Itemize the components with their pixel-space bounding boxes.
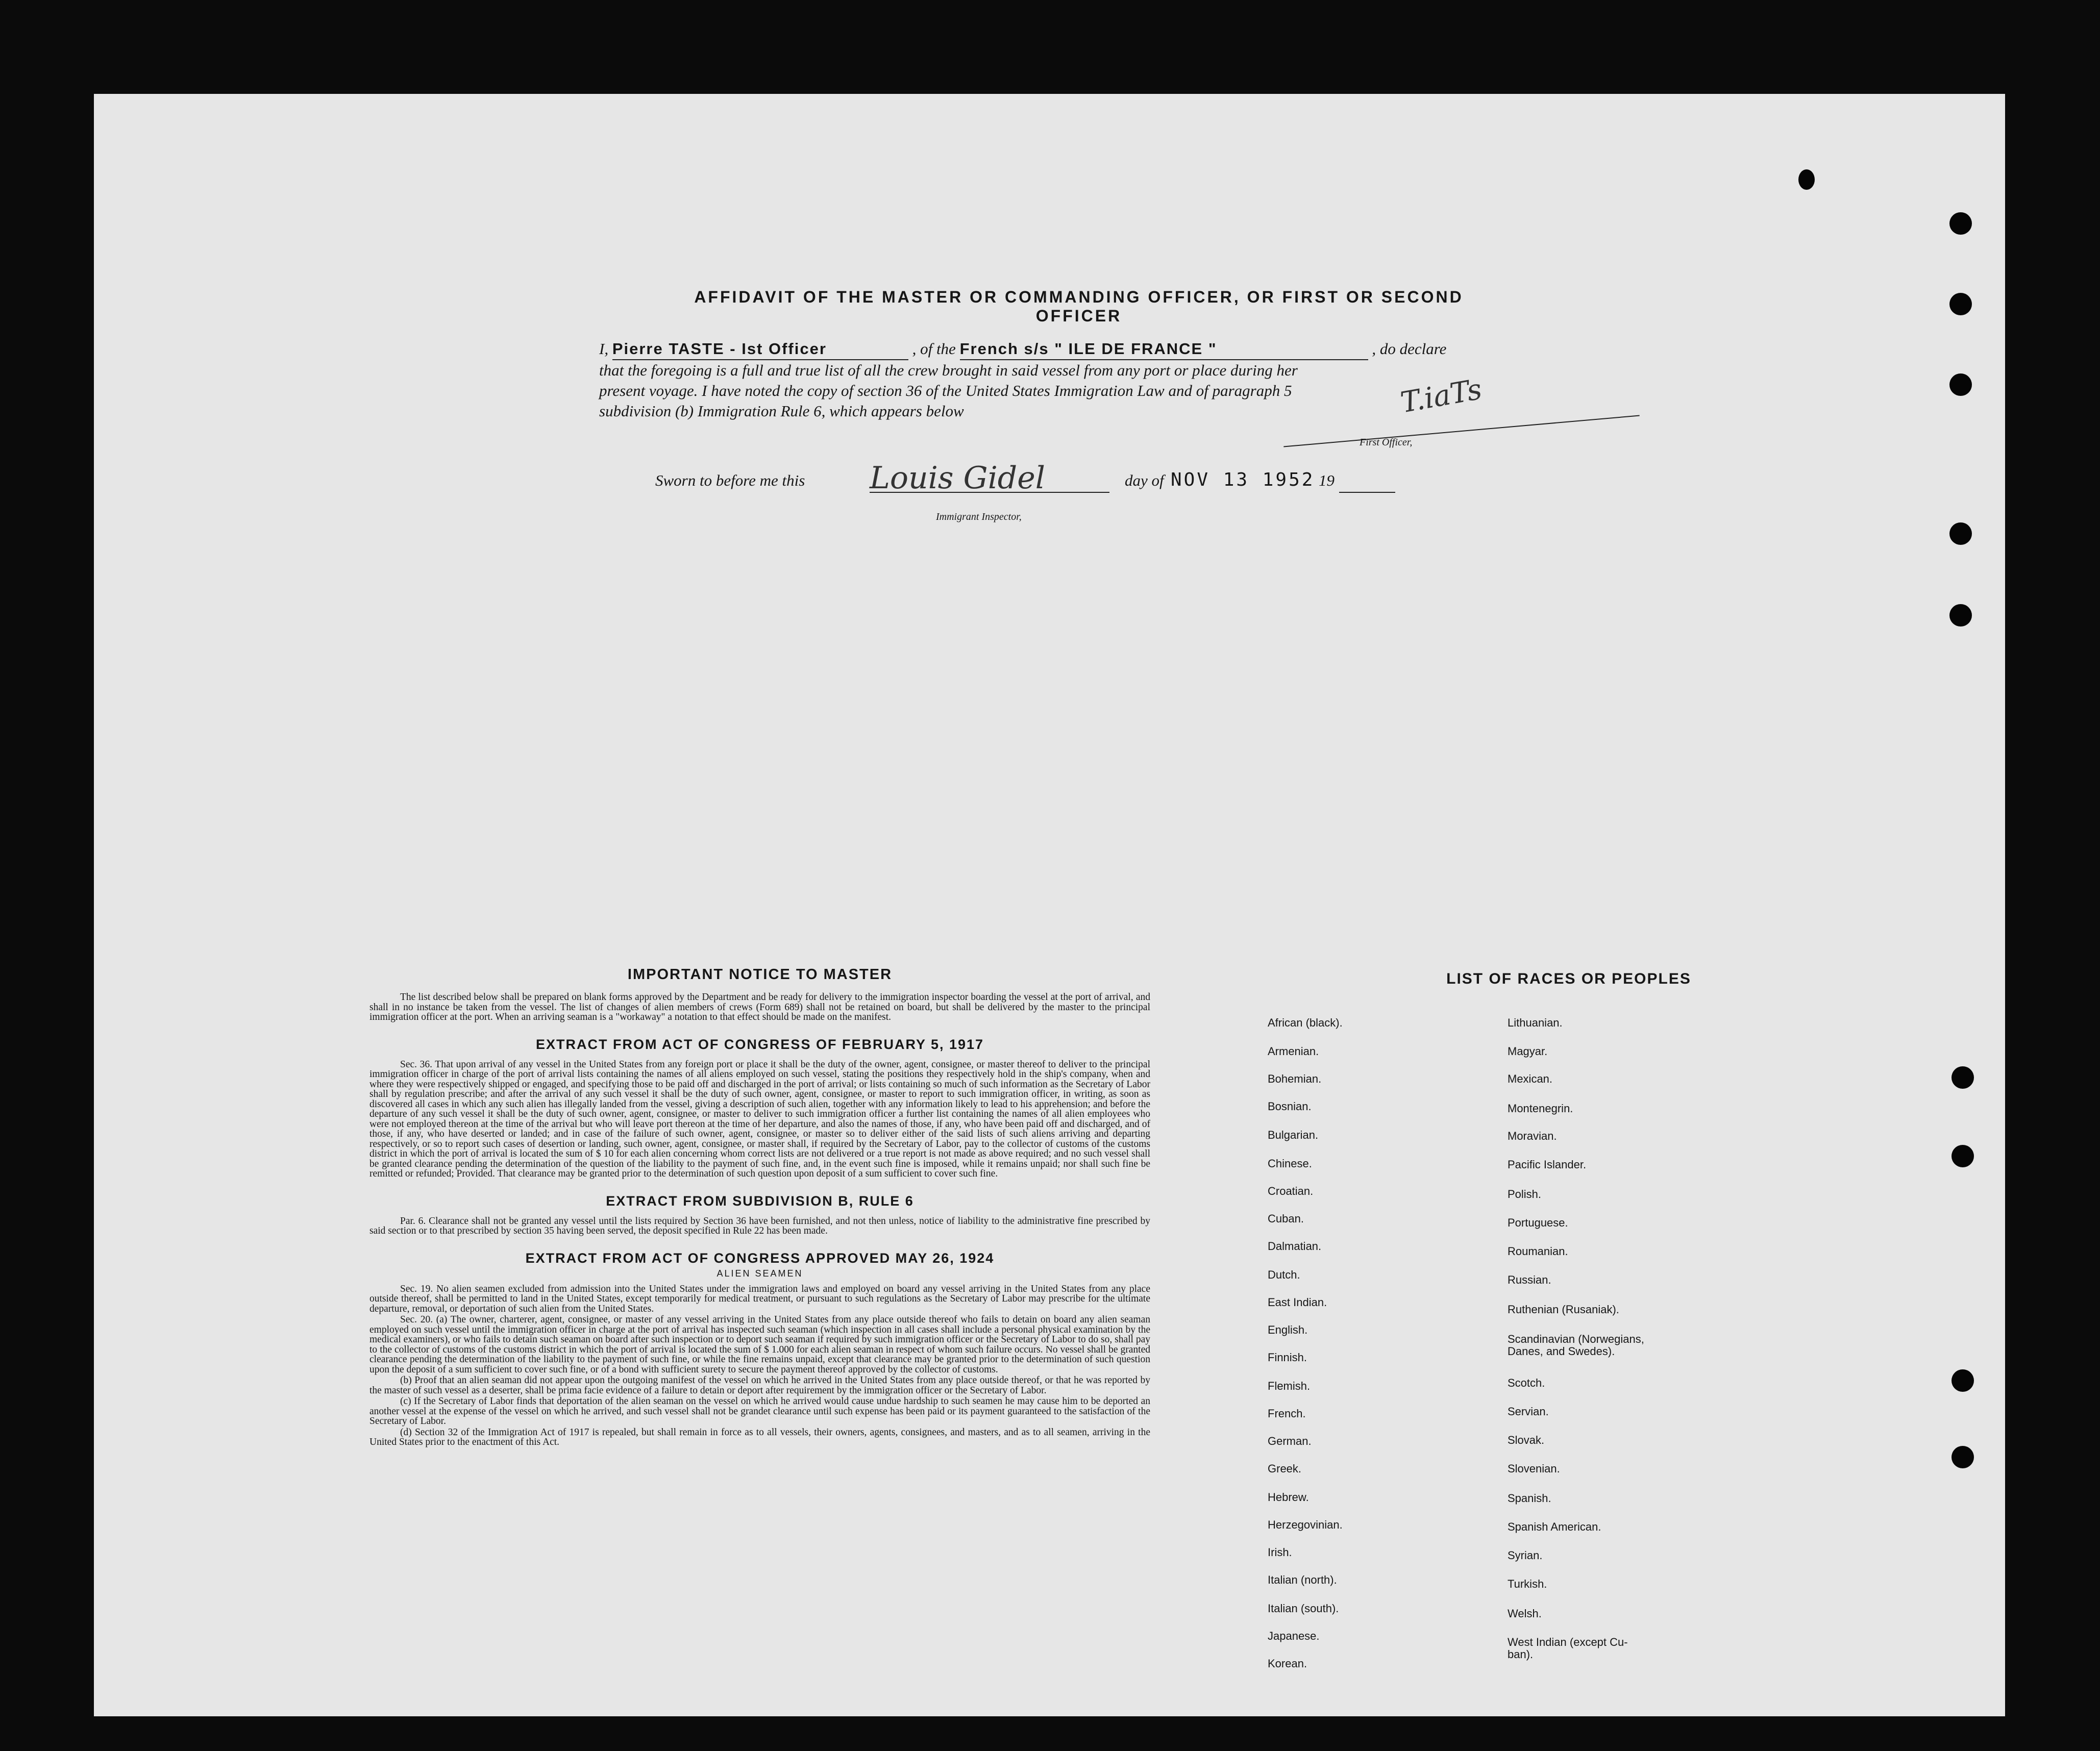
affidavit-declare: , do declare bbox=[1372, 340, 1447, 358]
race-item: Spanish American. bbox=[1508, 1520, 1601, 1533]
race-item: Chinese. bbox=[1268, 1157, 1312, 1170]
date-stamp: NOV 13 1952 bbox=[1171, 469, 1315, 490]
race-item: Slovak. bbox=[1508, 1434, 1545, 1446]
officer-caption: First Officer, bbox=[1360, 437, 1413, 448]
affidavit-line-2: that the foregoing is a full and true list of all the crew brought in said vessel from any port or place during her bbox=[599, 361, 1298, 379]
race-item: Armenian. bbox=[1268, 1045, 1319, 1058]
affidavit-of: , of the bbox=[912, 340, 956, 358]
sworn-text: Sworn to before me this bbox=[655, 471, 805, 489]
sec20b-text: (b) Proof that an alien seaman did not appear upon the outgoing manifest of the vessel on which he arrived in the United States from any place outside thereof, or that he was reported by the master of such vessel as a deserter, shall be prima facie evidence of a failure to detain or deport after requirement by the immigration officer or the Secretary of Labor. bbox=[369, 1375, 1150, 1396]
binder-hole bbox=[1949, 522, 1972, 545]
date-underline bbox=[1339, 492, 1395, 493]
race-item: Magyar. bbox=[1508, 1045, 1548, 1058]
extract-rule6-text: Par. 6. Clearance shall not be granted any vessel until the lists required by Section 36 have been furnished, and not then unless, notice of liability to the administrative fine prescribed by said section or to that prescribed by section 35 having been served, the deposit specified in Rule 22 has been made. bbox=[369, 1215, 1150, 1236]
binder-hole bbox=[1951, 1446, 1974, 1468]
race-item: Polish. bbox=[1508, 1188, 1542, 1200]
binder-hole bbox=[1951, 1066, 1974, 1089]
race-item: English. bbox=[1268, 1323, 1308, 1336]
affidavit-title: AFFIDAVIT OF THE MASTER OR COMMANDING OFFICER, OR FIRST OR SECOND OFFICER bbox=[694, 288, 1464, 325]
race-item: German. bbox=[1268, 1435, 1312, 1447]
notice-title: IMPORTANT NOTICE TO MASTER bbox=[627, 966, 893, 983]
race-item: ban). bbox=[1508, 1648, 1534, 1661]
race-item: Hebrew. bbox=[1268, 1491, 1309, 1504]
race-item: Scandinavian (Norwegians, bbox=[1508, 1333, 1644, 1345]
document-page bbox=[94, 94, 2005, 1716]
sec20d-text: (d) Section 32 of the Immigration Act of 1917 is repealed, but shall remain in force as to all vessels, their owners, agents, consignees, and masters, and as to all seamen, arriving in the United States prior to the enactment of this Act. bbox=[369, 1427, 1150, 1447]
binder-hole bbox=[1951, 1369, 1974, 1392]
race-item: Italian (north). bbox=[1268, 1573, 1337, 1586]
race-item: Korean. bbox=[1268, 1657, 1307, 1670]
year-text: 19 bbox=[1319, 471, 1335, 489]
race-item: Montenegrin. bbox=[1508, 1102, 1573, 1115]
race-item: Moravian. bbox=[1508, 1130, 1557, 1142]
affidavit-i: I, bbox=[599, 340, 609, 358]
race-item: Herzegovinian. bbox=[1268, 1518, 1343, 1531]
affidavit-line-3: present voyage. I have noted the copy of section 36 of the United States Immigration Law and of paragraph 5 bbox=[599, 382, 1292, 399]
race-item: Croatian. bbox=[1268, 1185, 1314, 1197]
sec20a-text: Sec. 20. (a) The owner, charterer, agent, consignee, or master of any vessel arriving in the United States from any place outside thereof who fails to detain on board any alien seaman employed on such vessel until the immigration officer in charge at the port of arrival has inspected such seaman (which inspection in all cases shall include a personal physical examination by the medical examiners), or who fails to detain such seaman on board after such inspection or to deport such seaman if required by such immigration officer or the Secretary of Labor to do so, shall pay to the collector of customs of the customs district in which the port of arrival is located the sum of $ 1.000 for each alien seaman in respect of whom such failure occurs. No vessel shall be granted clearance pending the determination of the liability to the payment of such fine, or while the fine remains unpaid, except that clearance may be granted prior to the determination of such question upon the deposit of a sum sufficient to cover such fine, or of a bond with sufficient surety to secure the payment thereof approved by the collector of customs. bbox=[369, 1314, 1150, 1375]
race-item: Slovenian. bbox=[1508, 1462, 1560, 1475]
race-item: Welsh. bbox=[1508, 1607, 1542, 1620]
binder-hole bbox=[1949, 604, 1972, 627]
binder-hole bbox=[1949, 373, 1972, 396]
race-item: French. bbox=[1268, 1407, 1306, 1420]
inspector-signature: Louis Gidel bbox=[870, 460, 1045, 496]
race-item: Dutch. bbox=[1268, 1268, 1300, 1281]
races-title: LIST OF RACES OR PEOPLES bbox=[1446, 970, 1691, 987]
race-item: Roumanian. bbox=[1508, 1245, 1568, 1258]
race-item: Mexican. bbox=[1508, 1072, 1553, 1085]
race-item: Pacific Islander. bbox=[1508, 1158, 1587, 1171]
race-item: Servian. bbox=[1508, 1405, 1549, 1418]
race-item: Italian (south). bbox=[1268, 1602, 1339, 1615]
affidavit-line-4: subdivision (b) Immigration Rule 6, which appears below bbox=[599, 402, 964, 420]
extract-rule6-title: EXTRACT FROM SUBDIVISION B, RULE 6 bbox=[606, 1193, 914, 1209]
race-item: Bosnian. bbox=[1268, 1100, 1312, 1113]
race-item: West Indian (except Cu- bbox=[1508, 1636, 1628, 1648]
officer-signature: T.iaTs bbox=[1398, 372, 1485, 420]
notice-text: The list described below shall be prepared on blank forms approved by the Department and be ready for delivery to the immigration inspector boarding the vessel at the port of arrival, and shall in no instance be taken from the vessel. The list of changes of alien members of crews (Form 689) shall not be retained on board, but shall be delivered by the master to the principal immigration officer at the port. When an arriving seaman is a "workaway" a notation to that effect should be made on the manifest. bbox=[369, 992, 1150, 1022]
race-item: Cuban. bbox=[1268, 1212, 1304, 1225]
extract-1917-title: EXTRACT FROM ACT OF CONGRESS OF FEBRUARY 5, 1917 bbox=[535, 1036, 984, 1052]
race-item: Russian. bbox=[1508, 1273, 1551, 1286]
binder-hole bbox=[1951, 1145, 1974, 1167]
sec19-text: Sec. 19. No alien seamen excluded from admission into the United States under the immigration laws and employed on board any vessel arriving in the United States from any place outside thereof, shall be permitted to land in the United States, except temporarily for medical treatment, or pursuant to such regulations as the Secretary of Labor may prescribe for the ultimate departure, removal, or deportation of such alien from the United States. bbox=[369, 1283, 1150, 1314]
binder-hole bbox=[1949, 293, 1972, 315]
race-item: Dalmatian. bbox=[1268, 1240, 1322, 1253]
race-item: African (black). bbox=[1268, 1016, 1343, 1029]
bleed-through-header bbox=[421, 145, 433, 168]
race-item: Turkish. bbox=[1508, 1578, 1547, 1590]
race-item: Spanish. bbox=[1508, 1492, 1551, 1505]
race-item: Flemish. bbox=[1268, 1380, 1311, 1392]
race-item: Bohemian. bbox=[1268, 1072, 1322, 1085]
officer-name: Pierre TASTE - Ist Officer bbox=[612, 339, 908, 360]
alien-seamen-subtitle: ALIEN SEAMEN bbox=[717, 1268, 803, 1279]
race-item: Scotch. bbox=[1508, 1377, 1545, 1389]
notices-column bbox=[369, 966, 1150, 1447]
day-of-text: day of bbox=[1125, 471, 1164, 489]
race-item: Irish. bbox=[1268, 1546, 1292, 1559]
race-item: Portuguese. bbox=[1508, 1216, 1568, 1229]
race-item: Syrian. bbox=[1508, 1549, 1543, 1562]
race-item: Greek. bbox=[1268, 1462, 1302, 1475]
inspector-caption: Immigrant Inspector, bbox=[936, 511, 1022, 522]
race-item: Finnish. bbox=[1268, 1351, 1307, 1364]
race-item: Bulgarian. bbox=[1268, 1129, 1319, 1141]
race-item: Lithuanian. bbox=[1508, 1016, 1563, 1029]
extract-1924-title: EXTRACT FROM ACT OF CONGRESS APPROVED MAY 26, 1924 bbox=[525, 1250, 995, 1266]
binder-hole bbox=[1798, 169, 1815, 190]
binder-hole bbox=[1949, 212, 1972, 235]
race-item: Japanese. bbox=[1268, 1630, 1320, 1642]
vessel-name: French s/s " ILE DE FRANCE " bbox=[960, 339, 1368, 360]
race-item: Ruthenian (Rusaniak). bbox=[1508, 1303, 1619, 1316]
race-item: East Indian. bbox=[1268, 1296, 1327, 1309]
extract-1917-text: Sec. 36. That upon arrival of any vessel in the United States from any foreign port or place it shall be the duty of the owner, agent, consignee, or master thereof to deliver to the principal immigration officer in charge of the port of arrival lists containing the names of all aliens employed on such vessel, stating the positions they respectively hold in the ship's company, when and where they were respectively shipped or engaged, and specifying those to be paid off and discharged in the port of arrival; or lists containing so much of such information as the Secretary of Labor shall by regulation prescribe; and after the arrival of any such vessel it shall be the duty of such owner, agent, consignee, or master to report to such immigration officer, in writing, as soon as discovered all cases in which any such alien has illegally landed from the vessel, giving a description of such alien, together with any information likely to lead to his apprehension; and before the departure of any such vessel it shall be the duty of such owner, agent, consignee, or master to deliver to such immigration officer a further list containing the names of all alien employees who were not employed thereon at the time of the arrival but who will leave port thereon at the time of her departure, and also the names of those, if any, who have been paid off and discharged, and of those, if any, who have deserted or landed; and in case of the failure of such owner, agent, consignee, or master so to deliver either of the said lists of such aliens arriving and departing respectively, or so to report such cases of desertion or landing, such owner, agent, consignee, or master shall, if required by the Secretary of Labor, pay to the collector of customs of the customs district in which the port of arrival is located the sum of $ 10 for each alien concerning whom correct lists are not delivered or a true report is not made as above required; and no such vessel shall be granted clearance pending the determination of the question of the liability to the payment of such fine, and, in the event such fine is imposed, while it remains unpaid; nor shall such fine be remitted or refunded; Provided. That clearance may be granted prior to the determination of such question upon deposit of a sum sufficient to cover such fine. bbox=[369, 1059, 1150, 1179]
sec20c-text: (c) If the Secretary of Labor finds that deportation of the alien seaman on the vessel on which he arrived would cause undue hardship to such seamen he may cause him to be deported an another vessel at the expense of the vessel on which he arrived, and such vessel shall not be grandet clearance until such expense has been paid or its payment guaranteed to the satisfaction of the Secretary of Labor. bbox=[369, 1396, 1150, 1427]
race-item: Danes, and Swedes). bbox=[1508, 1345, 1615, 1358]
affidavit-line-1 bbox=[599, 339, 1569, 360]
